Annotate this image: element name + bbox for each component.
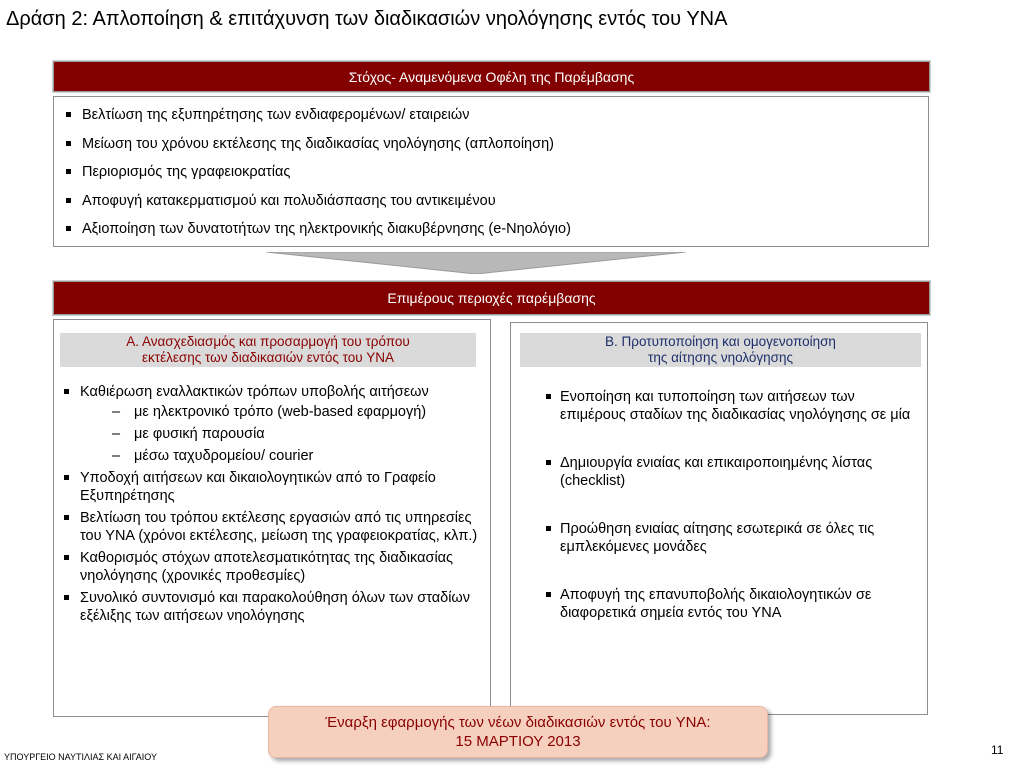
down-arrow-icon [266,252,686,274]
sub-list-item: – με φυσική παρουσία [112,426,265,442]
square-bullet-icon [546,526,551,531]
list-item: Περιορισμός της γραφειοκρατίας [60,163,928,181]
list-item: Συνολικό συντονισμό και παρακολούθηση όλων των σταδίων εξέλιξης των αιτήσεων νηολόγησης [58,589,478,625]
left-area-content [58,383,478,629]
list-item: Βελτίωση του τρόπου εκτέλεσης εργασιών από τις υπηρεσίες του ΥΝΑ (χρόνοι εκτέλεσης, μείωση της γραφειοκρατίας, κλπ.) [58,509,478,545]
right-list [538,388,923,622]
square-bullet-icon [546,592,551,597]
areas-banner [53,281,930,315]
sub-list [80,403,478,465]
left-area-heading: Α. Ανασχεδιασμός και προσαρμογή του τρόπου εκτέλεσης των διαδικασιών εντός του ΥΝΑ [60,333,476,367]
page-number: 11 [991,743,1004,757]
goals-banner-label: Στόχος- Αναμενόμενα Οφέλη της Παρέμβασης [348,68,635,85]
list-item: Βελτίωση της εξυπηρέτησης των ενδιαφερομένων/ εταιρειών [60,106,928,124]
list-item: Δημιουργία ενιαίας και επικαιροποιημένης λίστας (checklist) [538,454,923,490]
goals-banner [53,61,930,92]
list-item: Καθορισμός στόχων αποτελεσματικότητας της διαδικασίας νηολόγησης (χρονικές προθεσμίες) [58,549,478,585]
list-item: Μείωση του χρόνου εκτέλεσης της διαδικασίας νηολόγησης (απλοποίηση) [60,135,928,153]
square-bullet-icon [66,198,71,203]
square-bullet-icon [66,112,71,117]
areas-banner-label: Επιμέρους περιοχές παρέμβασης [387,290,596,306]
page-title: Δράση 2: Απλοποίηση & επιτάχυνση των διαδικασιών νηολόγησης εντός του ΥΝΑ [6,8,728,30]
square-bullet-icon [66,169,71,174]
square-bullet-icon [66,141,71,146]
square-bullet-icon [64,515,69,520]
callout-text: Έναρξη εφαρμογής των νέων διαδικασιών εντός του ΥΝΑ: [325,714,711,731]
list-item: Προώθηση ενιαίας αίτησης εσωτερικά σε όλες τις εμπλεκόμενες μονάδες [538,520,923,556]
square-bullet-icon [66,226,71,231]
callout-date: 15 ΜΑΡΤΙΟΥ 2013 [455,733,581,750]
square-bullet-icon [546,460,551,465]
square-bullet-icon [64,595,69,600]
dash-bullet-icon: – [112,426,121,442]
right-area-content [538,388,923,652]
right-area-heading: Β. Προτυποποίηση και ομογενοποίηση της αίτησης νηολόγησης [520,333,921,367]
left-list [58,383,478,625]
goals-box [53,96,929,247]
list-item: Αποφυγή της επανυποβολής δικαιολογητικών σε διαφορετικά σημεία εντός του ΥΝΑ [538,586,923,622]
footer-ministry: ΥΠΟΥΡΓΕΙΟ ΝΑΥΤΙΛΙΑΣ ΚΑΙ ΑΙΓΑΙΟΥ [4,752,157,762]
square-bullet-icon [546,394,551,399]
sub-list-item: – με ηλεκτρονικό τρόπο (web-based εφαρμογή) [112,404,427,420]
square-bullet-icon [64,555,69,560]
list-item: Ενοποίηση και τυποποίηση των αιτήσεων των επιμέρους σταδίων της διαδικασίας νηολόγησης σε μία [538,388,923,424]
dash-bullet-icon: – [112,448,121,464]
list-item: Καθιέρωση εναλλακτικών τρόπων υποβολής αιτήσεων – με ηλεκτρονικό τρόπο (web-based εφαρμογή) – με φυσική παρουσία – μέσω ταχυδρομείου/ courier [58,383,478,465]
square-bullet-icon [64,389,69,394]
list-item: Αποφυγή κατακερματισμού και πολυδιάσπασης του αντικειμένου [60,192,928,210]
sub-list-item: – μέσω ταχυδρομείου/ courier [112,448,314,464]
square-bullet-icon [64,475,69,480]
dash-bullet-icon: – [112,404,121,420]
start-date-callout [268,706,768,758]
goals-list [60,106,928,238]
list-item: Υποδοχή αιτήσεων και δικαιολογητικών από το Γραφείο Εξυπηρέτησης [58,469,478,505]
list-item: Αξιοποίηση των δυνατοτήτων της ηλεκτρονικής διακυβέρνησης (e-Νηολόγιο) [60,220,928,238]
